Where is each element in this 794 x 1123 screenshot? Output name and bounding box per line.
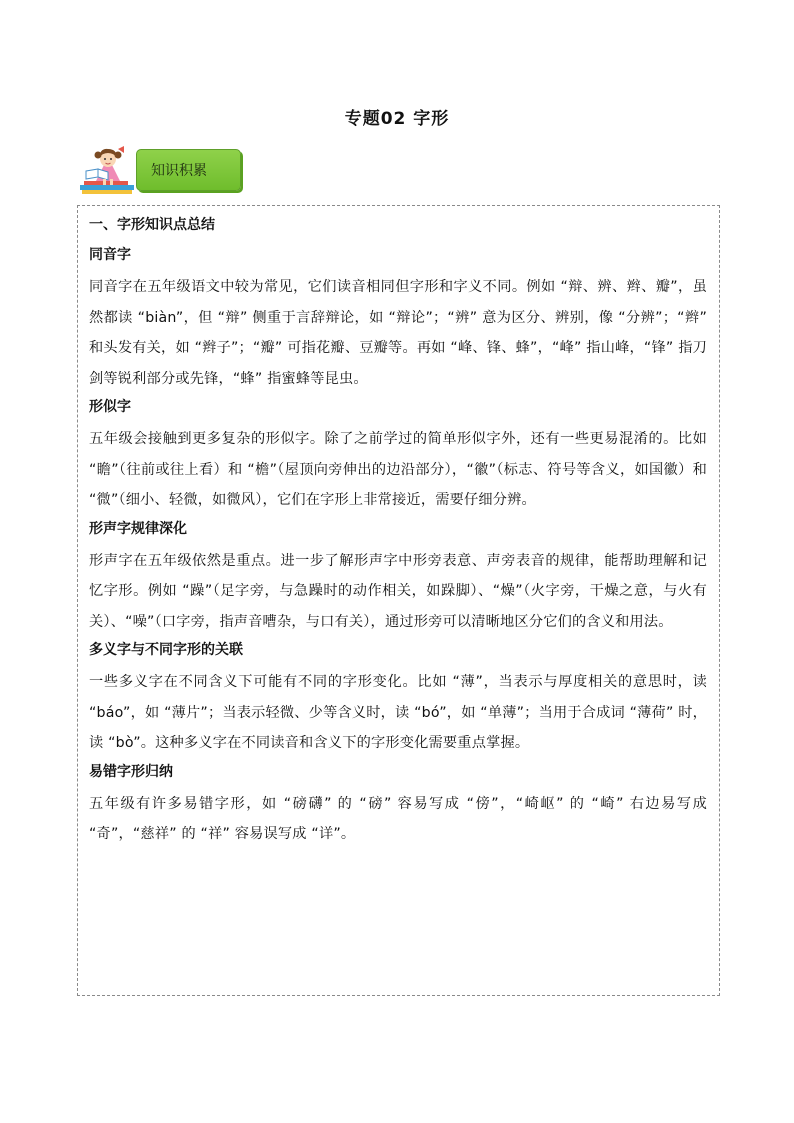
section-heading-common-errors: 易错字形归纳 bbox=[89, 763, 173, 780]
section-text-phono-semantic: 形声字在五年级依然是重点。进一步了解形声字中形旁表意、声旁表音的规律，能帮助理解和记忆字形。例如 “躁”（足字旁，与急躁时的动作相关，如跺脚）、“燥”（火字旁，干燥之意，与火有关）、“噪”（口字旁，指声音嘈杂，与口有关），通过形旁可以清晰地区分它们的含义和用法。 bbox=[89, 552, 707, 630]
section-text-common-errors: 五年级有许多易错字形，如 “磅礴” 的 “磅” 容易写成 “傍”，“崎岖” 的 “崎” 右边易写成 “奇”，“慈祥” 的 “祥” 容易误写成 “详”。 bbox=[89, 795, 707, 842]
section-heading-polysemous: 多义字与不同字形的关联 bbox=[89, 642, 243, 658]
girl-reading-books-icon bbox=[78, 145, 136, 197]
section-text-similar-chars: 五年级会接触到更多复杂的形似字。除了之前学过的简单形似字外，还有一些更易混淆的。比如 “瞻”（往前或往上看）和 “檐”（屋顶向旁伸出的边沿部分），“徽”（标志、符号等含义，如国徽）和 “微”（细小、轻微，如微风），它们在字形上非常接近，需要仔细分辨。 bbox=[89, 431, 707, 508]
page-title: 专题02 字形 bbox=[344, 109, 450, 129]
section-tag-knowledge: 知识积累 bbox=[136, 149, 241, 191]
main-heading: 一、字形知识点总结 bbox=[89, 217, 215, 233]
section-heading-similar-chars: 形似字 bbox=[89, 399, 131, 415]
section-heading-phono-semantic: 形声字规律深化 bbox=[89, 520, 187, 537]
content-box bbox=[77, 205, 720, 996]
section-heading-homophones: 同音字 bbox=[89, 247, 131, 263]
section-text-homophones: 同音字在五年级语文中较为常见，它们读音相同但字形和字义不同。例如 “辩、辨、辫、瓣”，虽然都读 “biàn”，但 “辩” 侧重于言辞辩论，如 “辩论”；“辨” 意为区分、辨别，像 “分辨”；“辫” 和头发有关，如 “辫子”；“瓣” 可指花瓣、豆瓣等。再如 “峰、锋、蜂”，“峰” 指山峰，“锋” 指刀剑等锐利部分或先锋，“蜂” 指蜜蜂等昆虫。 bbox=[89, 279, 707, 387]
section-text-polysemous: 一些多义字在不同含义下可能有不同的字形变化。比如 “薄”，当表示与厚度相关的意思时，读 “báo”，如 “薄片”；当表示轻微、少等含义时，读 “bó”，如 “单薄”；当用于合成词 “薄荷” 时，读 “bò”。这种多义字在不同读音和含义下的字形变化需要重点掌握。 bbox=[89, 674, 707, 751]
